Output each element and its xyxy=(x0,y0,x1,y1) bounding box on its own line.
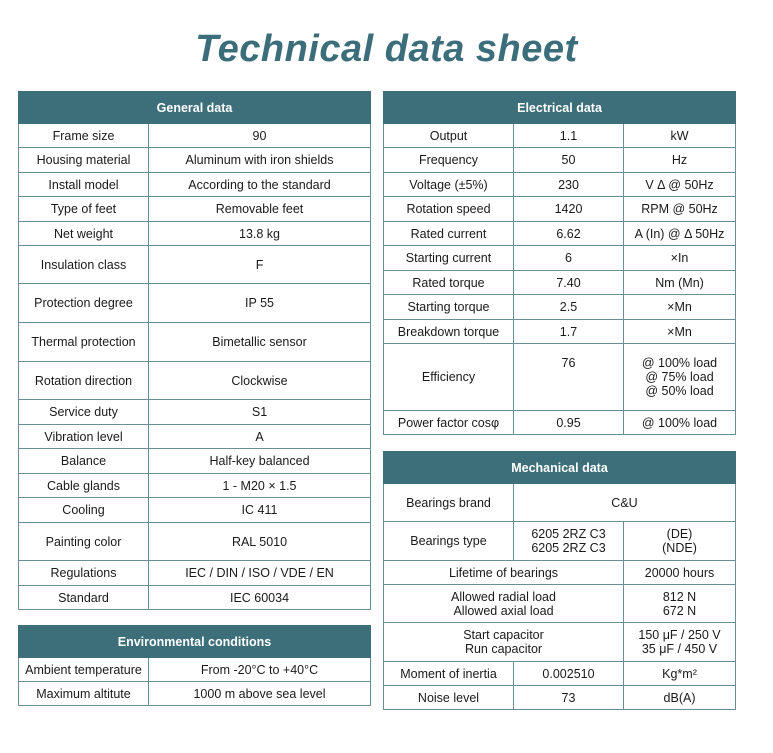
table-row xyxy=(19,197,371,222)
row-label: Protection degree xyxy=(19,284,149,323)
electrical-data-header: Electrical data xyxy=(384,92,736,124)
table-row xyxy=(19,323,371,362)
row-unit: ×In xyxy=(624,246,736,271)
row-label: Starting current xyxy=(384,246,514,271)
row-value: 1000 m above sea level xyxy=(149,682,371,706)
table-row xyxy=(384,173,736,197)
row-label: Service duty xyxy=(19,400,149,425)
table-row xyxy=(384,271,736,295)
row-value: 0.002510 xyxy=(514,662,624,686)
row-unit: Hz xyxy=(624,148,736,173)
row-label: Vibration level xyxy=(19,425,149,449)
row-value: According to the standard xyxy=(149,173,371,197)
stacked-cell xyxy=(624,623,736,662)
stacked-cell xyxy=(384,585,624,623)
row-value: 6 xyxy=(514,246,624,271)
row-unit: @ 100% load xyxy=(624,411,736,435)
environmental-header: Environmental conditions xyxy=(19,626,371,658)
table-row xyxy=(19,284,371,323)
row-label: Rated current xyxy=(384,222,514,246)
row-value: 7.40 xyxy=(514,271,624,295)
table-row xyxy=(19,222,371,246)
table-row xyxy=(384,561,736,585)
stacked-cell xyxy=(624,585,736,623)
row-value: 50 xyxy=(514,148,624,173)
row-label: Housing material xyxy=(19,148,149,173)
row-value: Clockwise xyxy=(149,362,371,400)
row-unit: Kg*m² xyxy=(624,662,736,686)
table-row xyxy=(19,124,371,148)
row-unit: A (In) @ Δ 50Hz xyxy=(624,222,736,246)
row-label: Moment of inertia xyxy=(384,662,514,686)
page-title: Technical data sheet xyxy=(195,28,578,70)
table-row xyxy=(19,425,371,449)
table-row xyxy=(19,246,371,284)
table-row xyxy=(19,561,371,586)
table-row xyxy=(384,197,736,222)
stacked-line: Start capacitor xyxy=(463,628,544,642)
mechanical-data-header: Mechanical data xyxy=(384,452,736,484)
table-row xyxy=(384,522,736,561)
row-value: 73 xyxy=(514,686,624,710)
row-label: Standard xyxy=(19,586,149,610)
row-value: Bimetallic sensor xyxy=(149,323,371,362)
row-label: Bearings type xyxy=(384,522,514,561)
stacked-line: 6205 2RZ C3 xyxy=(531,541,606,555)
row-value: 1 - M20 × 1.5 xyxy=(149,474,371,498)
stacked-line: @ 100% load xyxy=(641,356,718,370)
row-label: Install model xyxy=(19,173,149,197)
row-value: 6.62 xyxy=(514,222,624,246)
row-label: Frequency xyxy=(384,148,514,173)
table-row xyxy=(19,658,371,682)
row-value: 1.7 xyxy=(514,320,624,344)
row-label: Type of feet xyxy=(19,197,149,222)
row-value: S1 xyxy=(149,400,371,425)
row-value: 1420 xyxy=(514,197,624,222)
stacked-cell xyxy=(624,522,736,561)
row-label: Noise level xyxy=(384,686,514,710)
stacked-line: Allowed radial load xyxy=(451,589,556,604)
row-value: From -20°C to +40°C xyxy=(149,658,371,682)
row-value: IC 411 xyxy=(149,498,371,523)
row-value: 13.8 kg xyxy=(149,222,371,246)
general-data-header: General data xyxy=(19,92,371,124)
row-value: Half-key balanced xyxy=(149,449,371,474)
stacked-line: 150 μF / 250 V xyxy=(638,628,721,642)
stacked-line: @ 75% load xyxy=(645,370,714,384)
table-row xyxy=(384,411,736,435)
table-row xyxy=(384,344,736,411)
table-row xyxy=(384,662,736,686)
stacked-line: 6205 2RZ C3 xyxy=(531,527,606,541)
row-value: 230 xyxy=(514,173,624,197)
row-unit: ×Mn xyxy=(624,320,736,344)
stacked-line: 812 N xyxy=(662,589,697,604)
row-label: Thermal protection xyxy=(19,323,149,362)
row-label: Frame size xyxy=(19,124,149,148)
table-row xyxy=(384,222,736,246)
row-label: Insulation class xyxy=(19,246,149,284)
table-row xyxy=(384,295,736,320)
row-value: Aluminum with iron shields xyxy=(149,148,371,173)
row-value: 1.1 xyxy=(514,124,624,148)
stacked-line: Run capacitor xyxy=(464,642,543,656)
row-label: Rated torque xyxy=(384,271,514,295)
mechanical-data-table xyxy=(383,451,736,710)
table-row xyxy=(19,400,371,425)
stacked-cell xyxy=(514,522,624,561)
table-row xyxy=(19,498,371,523)
row-value: IP 55 xyxy=(149,284,371,323)
row-label: Breakdown torque xyxy=(384,320,514,344)
row-value: C&U xyxy=(514,484,736,522)
table-row xyxy=(19,362,371,400)
row-unit: RPM @ 50Hz xyxy=(624,197,736,222)
stacked-line: 35 μF / 450 V xyxy=(641,642,718,656)
row-label: Maximum altitute xyxy=(19,682,149,706)
row-unit: V Δ @ 50Hz xyxy=(624,173,736,197)
row-unit: Nm (Mn) xyxy=(624,271,736,295)
stacked-cell xyxy=(384,623,624,662)
row-label: Rotation speed xyxy=(384,197,514,222)
row-label: Voltage (±5%) xyxy=(384,173,514,197)
general-data-table xyxy=(18,91,371,610)
table-row xyxy=(384,585,736,623)
table-row xyxy=(384,320,736,344)
electrical-data-table xyxy=(383,91,736,435)
stacked-line: 672 N xyxy=(662,603,697,618)
row-label: Lifetime of bearings xyxy=(384,561,624,585)
stacked-line: @ 50% load xyxy=(645,384,714,398)
table-row xyxy=(19,682,371,706)
row-unit: kW xyxy=(624,124,736,148)
row-label: Output xyxy=(384,124,514,148)
row-value: 20000 hours xyxy=(624,561,736,585)
row-value: F xyxy=(149,246,371,284)
table-row xyxy=(384,148,736,173)
row-value: IEC 60034 xyxy=(149,586,371,610)
row-label: Rotation direction xyxy=(19,362,149,400)
row-label: Regulations xyxy=(19,561,149,586)
table-row xyxy=(384,484,736,522)
table-row xyxy=(19,474,371,498)
row-value: Removable feet xyxy=(149,197,371,222)
row-label: Efficiency xyxy=(384,344,514,411)
table-row xyxy=(384,686,736,710)
environmental-table xyxy=(18,625,371,706)
row-unit: dB(A) xyxy=(624,686,736,710)
row-label: Power factor cosφ xyxy=(384,411,514,435)
row-value: 90 xyxy=(149,124,371,148)
stacked-line: (NDE) xyxy=(662,541,697,555)
table-row xyxy=(19,173,371,197)
row-label: Cooling xyxy=(19,498,149,523)
row-value: IEC / DIN / ISO / VDE / EN xyxy=(149,561,371,586)
row-value: 76 xyxy=(514,344,624,411)
row-label: Bearings brand xyxy=(384,484,514,522)
table-row xyxy=(384,623,736,662)
stacked-line: (DE) xyxy=(666,527,693,541)
table-row xyxy=(19,586,371,610)
row-unit: ×Mn xyxy=(624,295,736,320)
row-label: Cable glands xyxy=(19,474,149,498)
stacked-line: Allowed axial load xyxy=(453,603,554,618)
table-row xyxy=(19,148,371,173)
row-label: Painting color xyxy=(19,523,149,561)
row-label: Ambient temperature xyxy=(19,658,149,682)
table-row xyxy=(384,124,736,148)
table-row xyxy=(384,246,736,271)
row-value: A xyxy=(149,425,371,449)
row-value: RAL 5010 xyxy=(149,523,371,561)
table-row xyxy=(19,523,371,561)
row-label: Starting torque xyxy=(384,295,514,320)
table-row xyxy=(19,449,371,474)
row-label: Balance xyxy=(19,449,149,474)
row-label: Net weight xyxy=(19,222,149,246)
row-value: 0.95 xyxy=(514,411,624,435)
stacked-cell xyxy=(624,344,736,411)
row-value: 2.5 xyxy=(514,295,624,320)
